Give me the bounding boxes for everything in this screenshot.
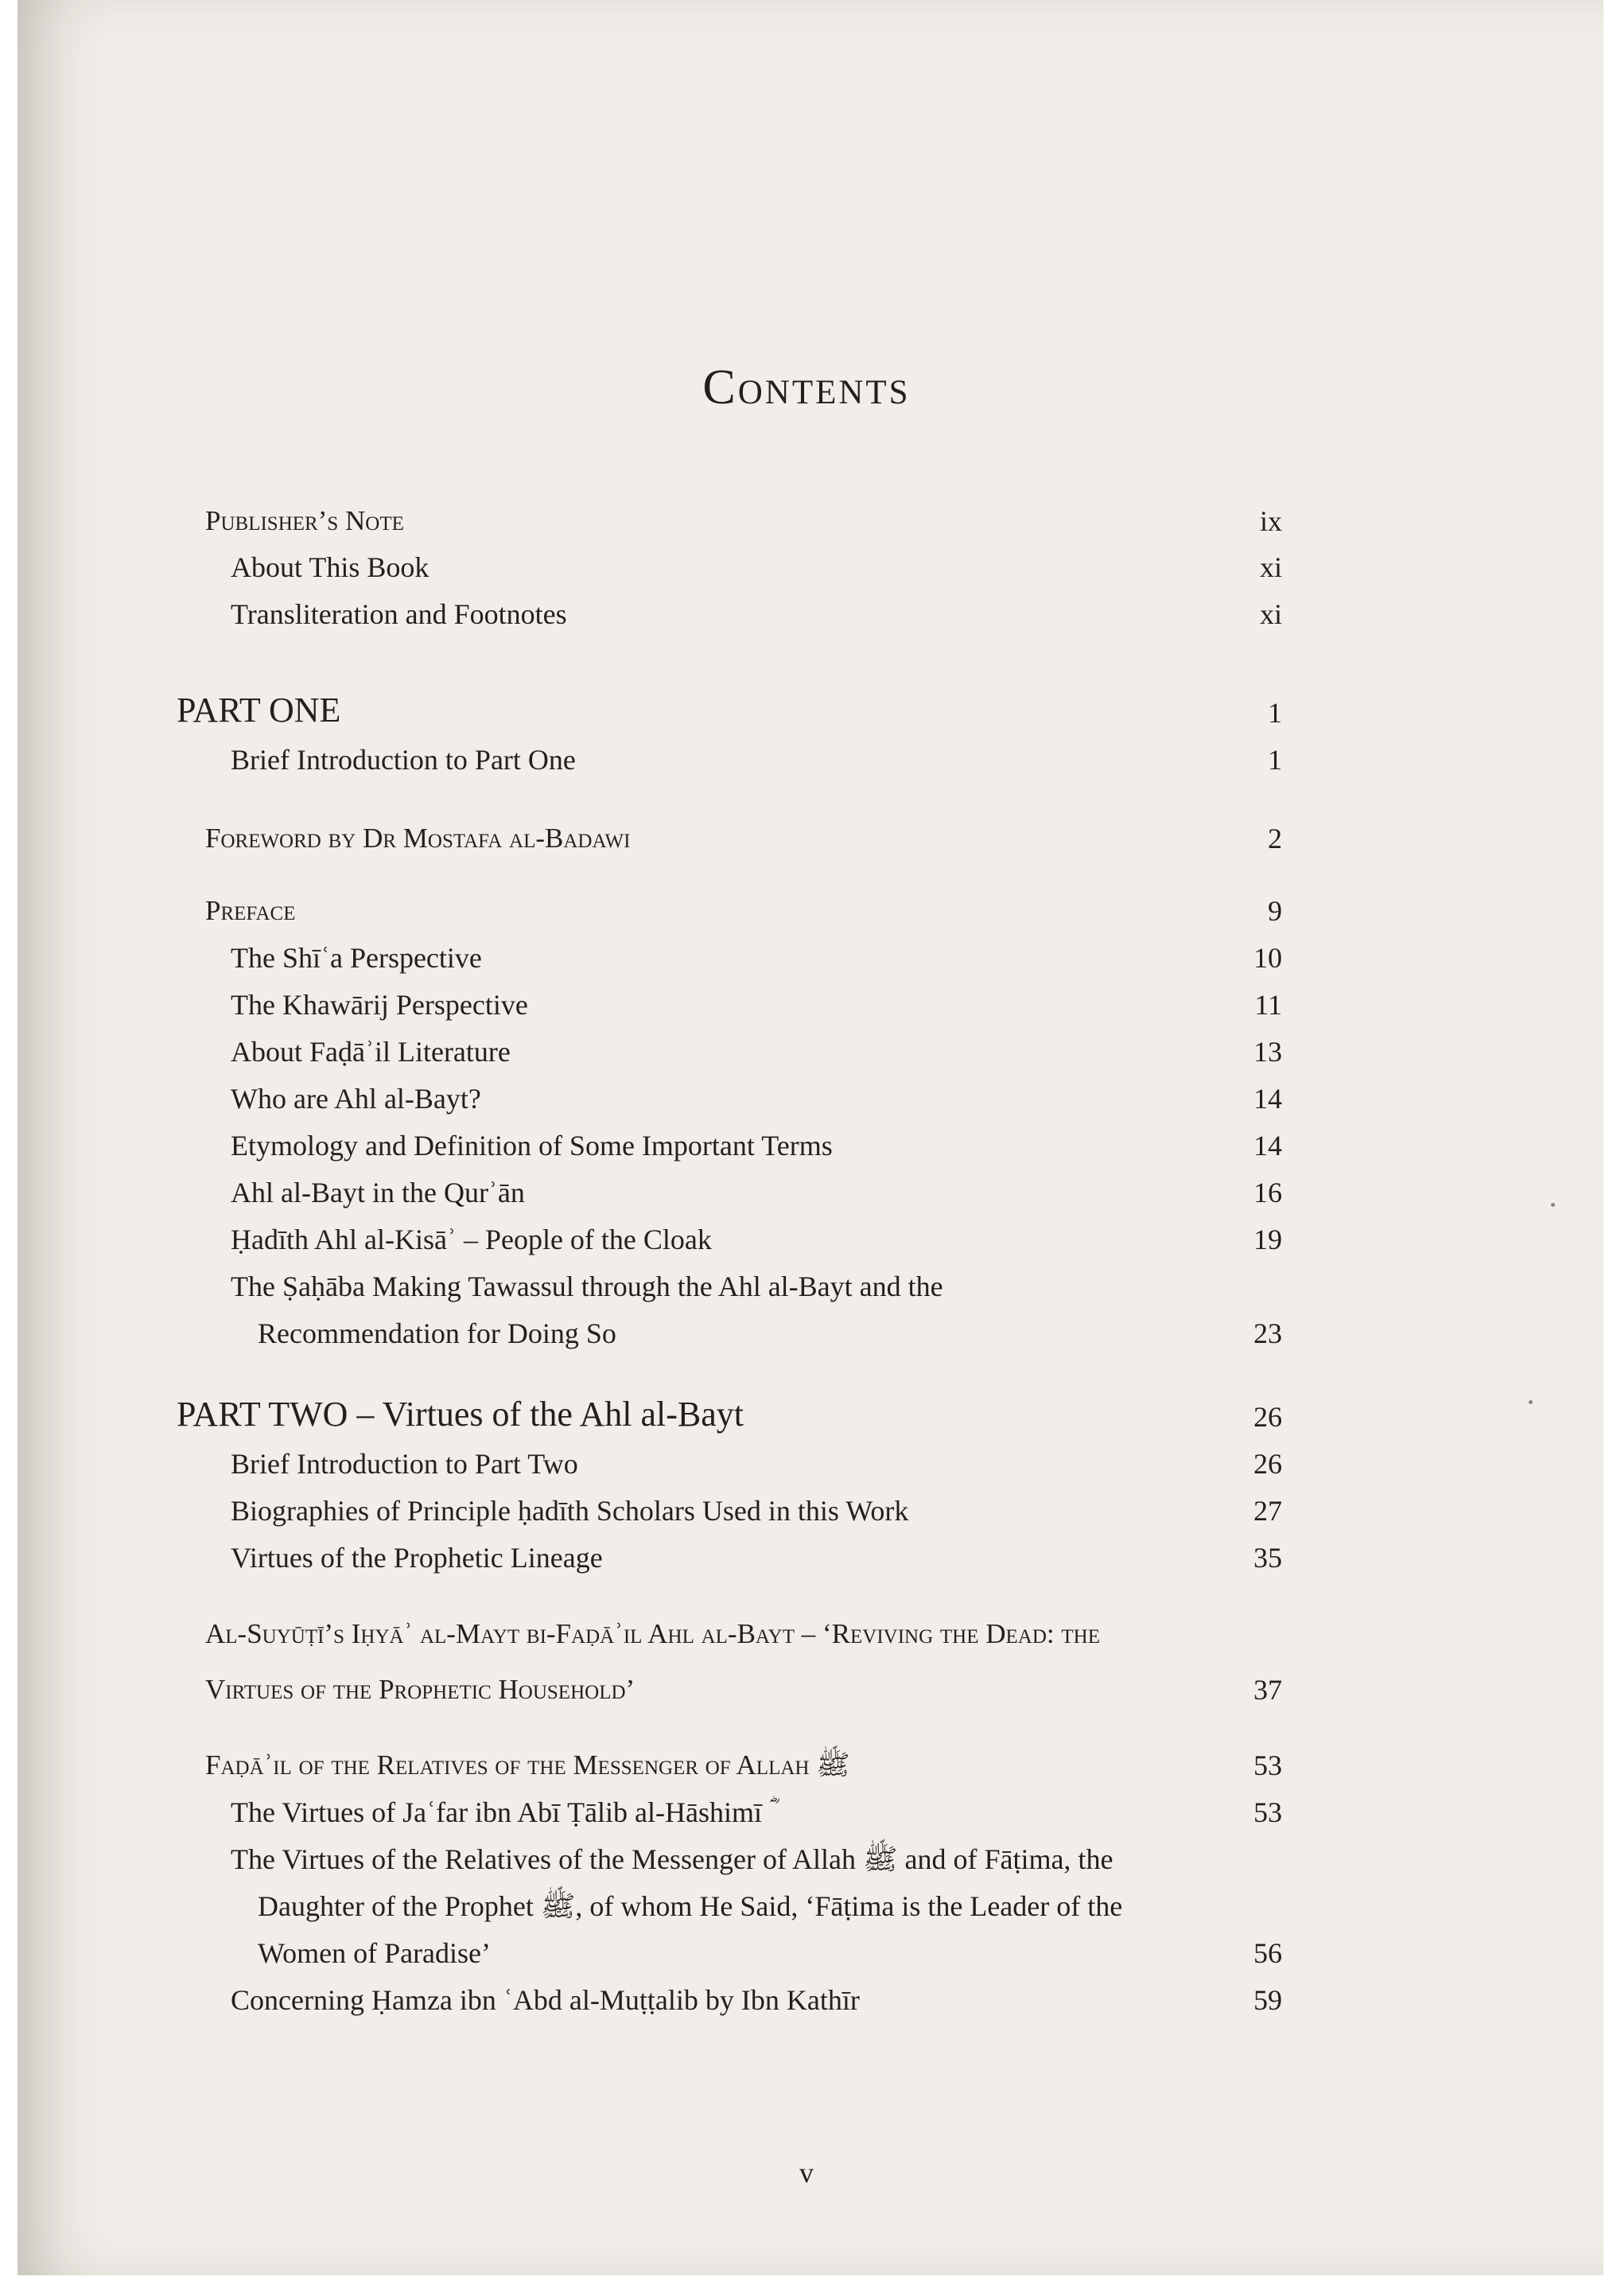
toc-entry-about-this-book: About This Book xyxy=(231,551,429,583)
toc-page: 37 xyxy=(1253,1674,1282,1706)
toc-entry-hamza: Concerning Ḥamza ibn ʿAbd al-Muṭṭalib by Ibn Kathīr xyxy=(231,1984,860,2016)
toc-page: 2 xyxy=(1268,823,1282,854)
toc-entry-jafar: The Virtues of Jaʿfar ibn Abī Ṭālib al-Hāshimī ؓ xyxy=(231,1796,770,1828)
page-number: v xyxy=(799,2157,814,2189)
toc-page: 27 xyxy=(1253,1495,1282,1527)
page-title: Contents xyxy=(702,360,911,414)
toc-entry-publishers-note: Publisher’s Note xyxy=(205,505,404,536)
toc-entry-virtues-relatives-fatima: The Virtues of the Relatives of the Messenger of Allah ﷺ and of Fāṭima, the xyxy=(231,1843,1114,1875)
toc-entry-virtues-relatives-fatima-cont2: Women of Paradise’ xyxy=(258,1937,492,1969)
toc-page: 26 xyxy=(1253,1401,1282,1433)
toc-entry-fadail-relatives: Faḍāʾil of the Relatives of the Messenger of Allah ﷺ xyxy=(205,1749,850,1780)
toc-page: ix xyxy=(1259,505,1282,537)
toc-entry-preface: Preface xyxy=(205,895,296,926)
toc-part-one: PART ONE xyxy=(177,691,341,730)
toc-entry-brief-intro-part-one: Brief Introduction to Part One xyxy=(231,744,576,776)
toc-entry-virtues-relatives-fatima-cont: Daughter of the Prophet ﷺ, of whom He Said, ‘Fāṭima is the Leader of the xyxy=(258,1890,1123,1922)
toc-page: 19 xyxy=(1253,1224,1282,1255)
toc-page: 14 xyxy=(1253,1130,1282,1162)
toc-entry-khawarij-perspective: The Khawārij Perspective xyxy=(231,989,528,1021)
toc-page: xi xyxy=(1259,598,1282,630)
toc-page: 16 xyxy=(1253,1177,1282,1208)
toc-entry-suyuti: Al-Suyūṭī’s Iḥyāʾ al-Mayt bi-Faḍāʾil Ahl al-Bayt – ‘Reviving the Dead: the xyxy=(205,1618,1100,1649)
toc-page: 13 xyxy=(1253,1036,1282,1068)
toc-entry-fadail-literature: About Faḍāʾil Literature xyxy=(231,1036,511,1068)
toc-entry-ahl-al-bayt-quran: Ahl al-Bayt in the Qurʾān xyxy=(231,1177,525,1208)
toc-entry-prophetic-lineage: Virtues of the Prophetic Lineage xyxy=(231,1542,603,1574)
toc-page: 26 xyxy=(1253,1448,1282,1480)
toc-page: 11 xyxy=(1254,989,1282,1021)
toc-entry-who-are-ahl-al-bayt: Who are Ahl al-Bayt? xyxy=(231,1083,481,1115)
toc-entry-brief-intro-part-two: Brief Introduction to Part Two xyxy=(231,1448,578,1480)
toc-entry-sahaba-tawassul-cont: Recommendation for Doing So xyxy=(258,1317,616,1349)
toc-page: 35 xyxy=(1253,1542,1282,1574)
toc-page: 23 xyxy=(1253,1317,1282,1349)
toc-page: xi xyxy=(1259,551,1282,583)
toc-page: 1 xyxy=(1268,697,1282,729)
toc-entry-etymology: Etymology and Definition of Some Important Terms xyxy=(231,1130,833,1162)
toc-entry-transliteration: Transliteration and Footnotes xyxy=(231,598,567,630)
speck xyxy=(1529,1400,1533,1404)
toc-page: 9 xyxy=(1268,895,1282,927)
toc-entry-foreword: Foreword by Dr Mostafa al-Badawi xyxy=(205,823,631,854)
toc-page: 10 xyxy=(1253,942,1282,974)
toc-entry-hadith-al-kisa: Ḥadīth Ahl al-Kisāʾ – People of the Cloak xyxy=(231,1224,712,1255)
toc-page: 14 xyxy=(1253,1083,1282,1115)
toc-page: 1 xyxy=(1268,744,1282,776)
toc-page: 53 xyxy=(1253,1749,1282,1781)
toc-entry-shia-perspective: The Shīʿa Perspective xyxy=(231,942,482,974)
toc-entry-sahaba-tawassul: The Ṣaḥāba Making Tawassul through the Ahl al-Bayt and the xyxy=(231,1271,943,1302)
toc-page: 59 xyxy=(1253,1984,1282,2016)
toc-page: 53 xyxy=(1253,1796,1282,1828)
toc-entry-suyuti-cont: Virtues of the Prophetic Household’ xyxy=(205,1674,635,1705)
toc-part-two: PART TWO – Virtues of the Ahl al-Bayt xyxy=(177,1395,744,1434)
speck xyxy=(1551,1203,1555,1207)
toc-page: 56 xyxy=(1253,1937,1282,1969)
toc-entry-biographies: Biographies of Principle ḥadīth Scholars Used in this Work xyxy=(231,1495,909,1527)
